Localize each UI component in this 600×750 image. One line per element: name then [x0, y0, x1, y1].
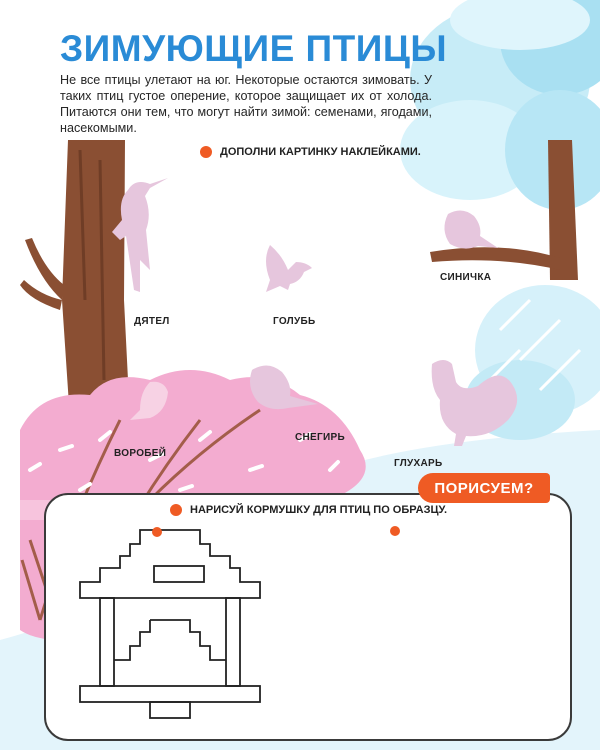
tit-silhouette-icon — [444, 210, 498, 248]
intro-paragraph: Не все птицы улетают на юг. Некоторые остаются зимовать. У таких птиц густое оперение, которое защищает их от холода. Питаются они тем, что могут найти зимой: семенами, ягодами, насекомыми. — [60, 73, 432, 135]
pigeon-silhouette-icon — [266, 245, 312, 292]
bird-label-tit: СИНИЧКА — [440, 272, 492, 283]
copy-start-point-dot — [390, 526, 400, 536]
bird-label-bullfinch: СНЕГИРЬ — [295, 432, 345, 443]
orange-bullet-icon — [170, 504, 182, 516]
feeder-sample-drawing — [70, 520, 290, 725]
start-point-dot — [152, 527, 162, 537]
bullfinch-silhouette-icon — [250, 365, 318, 409]
lets-draw-badge: ПОРИСУЕМ? — [418, 473, 550, 503]
bird-label-capercaillie: ГЛУХАРЬ — [394, 458, 443, 469]
sticker-instruction-text: ДОПОЛНИ КАРТИНКУ НАКЛЕЙКАМИ. — [220, 146, 421, 158]
draw-instruction — [170, 504, 447, 516]
draw-instruction-text: НАРИСУЙ КОРМУШКУ ДЛЯ ПТИЦ ПО ОБРАЗЦУ. — [190, 504, 448, 516]
bird-label-pigeon: ГОЛУБЬ — [273, 316, 316, 327]
bird-label-sparrow: ВОРОБЕЙ — [114, 448, 167, 459]
orange-bullet-icon — [200, 146, 212, 158]
bird-label-woodpecker: ДЯТЕЛ — [134, 316, 170, 327]
left-tree-trunk — [20, 140, 130, 420]
sticker-instruction — [200, 146, 421, 158]
page-title: ЗИМУЮЩИЕ ПТИЦЫ — [60, 28, 448, 69]
